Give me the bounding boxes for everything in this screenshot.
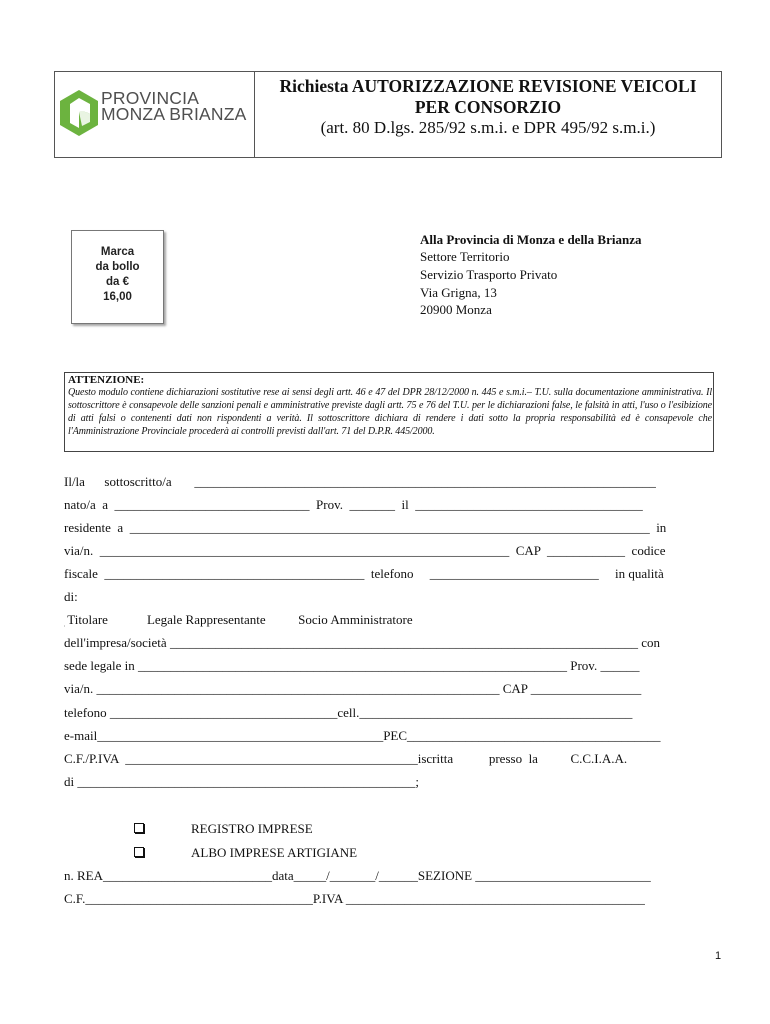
field-via-cap[interactable]: via/n. _______________________________________________________________ CAP ____________ codice <box>64 543 666 558</box>
title-line-2: PER CONSORZIO <box>414 97 562 117</box>
checkbox-registro-imprese-label: REGISTRO IMPRESE <box>191 821 313 836</box>
address-city: 20900 Monza <box>420 302 492 317</box>
field-sottoscritto[interactable]: Il/la sottoscritto/a _______________________________________________________________________ <box>64 474 656 489</box>
field-sede-legale[interactable]: sede legale in __________________________________________________________________ Prov. ______ <box>64 658 640 673</box>
document-title <box>258 76 718 118</box>
address-sector: Settore Territorio <box>420 249 510 264</box>
title-line-1: Richiesta AUTORIZZAZIONE REVISIONE VEICOLI <box>279 76 697 96</box>
field-telefono-cell[interactable]: telefono ___________________________________cell.__________________________________________ <box>64 705 633 720</box>
field-impresa[interactable]: dell'impresa/società ________________________________________________________________________ con <box>64 635 660 650</box>
field-cf-piva[interactable]: C.F./P.IVA _____________________________________________iscritta presso la C.C.I.A.A. <box>64 751 628 766</box>
provincia-logo-icon <box>58 88 100 138</box>
field-cciaa-di[interactable]: di ____________________________________________________; <box>64 774 419 789</box>
stamp-text: Marca da bollo da € 16,00 <box>95 246 140 303</box>
address-recipient: Alla Provincia di Monza e della Brianza <box>420 232 642 247</box>
logo-line-2: MONZA BRIANZA <box>101 104 247 124</box>
checkbox-registro-imprese[interactable] <box>134 823 144 833</box>
attention-body: Questo modulo contiene dichiarazioni sostitutive rese ai sensi degli artt. 46 e 47 del DPR 28/12/2000 n. 445 e s.m.i.– T.U. sulla documentazione amministrativa. Il sottoscrittore è consapevole delle sanzioni penali e amministrative previste dagli artt. 75 e 76 del T.U. per le dichiarazioni false, le falsità in atti, l'uso o l'esibizione di atti falsi o contenenti dati non rispondenti a verità. Il sottoscrittore dichiara di rendere i dati sotto la propria responsabilità ed è consapevole che l'Amministrazione Provinciale procederà ai controlli previsti dall'art. 71 del D.P.R. 445/2000. <box>68 387 712 437</box>
checkbox-albo-artigiane[interactable] <box>134 847 144 857</box>
field-qualita-options[interactable]: ׅ Titolare Legale Rappresentante Socio Amministratore <box>64 612 413 627</box>
checkbox-albo-artigiane-label: ALBO IMPRESE ARTIGIANE <box>191 845 358 860</box>
field-nato-a[interactable]: nato/a a ______________________________ Prov. _______ il ___________________________________ <box>64 497 643 512</box>
header-divider <box>254 71 255 158</box>
field-di-label: di: <box>64 589 78 604</box>
document-subtitle: (art. 80 D.lgs. 285/92 s.m.i. e DPR 495/92 s.m.i.) <box>320 118 656 137</box>
logo-text <box>101 90 247 122</box>
field-residente[interactable]: residente a ________________________________________________________________________________ in <box>64 520 667 535</box>
page-number: 1 <box>715 950 722 962</box>
field-email-pec[interactable]: e-mail____________________________________________PEC_______________________________________ <box>64 728 661 743</box>
address-service: Servizio Trasporto Privato <box>420 267 558 282</box>
field-via-cap-impresa[interactable]: via/n. ______________________________________________________________ CAP _________________ <box>64 681 642 696</box>
attention-title: ATTENZIONE: <box>68 374 145 386</box>
address-street: Via Grigna, 13 <box>420 285 497 300</box>
field-cf-piva-2[interactable]: C.F.___________________________________P.IVA ______________________________________________ <box>64 891 645 906</box>
field-rea[interactable]: n. REA__________________________data_____/_______/______SEZIONE ___________________________ <box>64 868 651 883</box>
field-codice-fiscale[interactable]: fiscale ________________________________________ telefono __________________________ in qualità <box>64 566 664 581</box>
logo-line-1: PROVINCIA <box>101 88 200 108</box>
